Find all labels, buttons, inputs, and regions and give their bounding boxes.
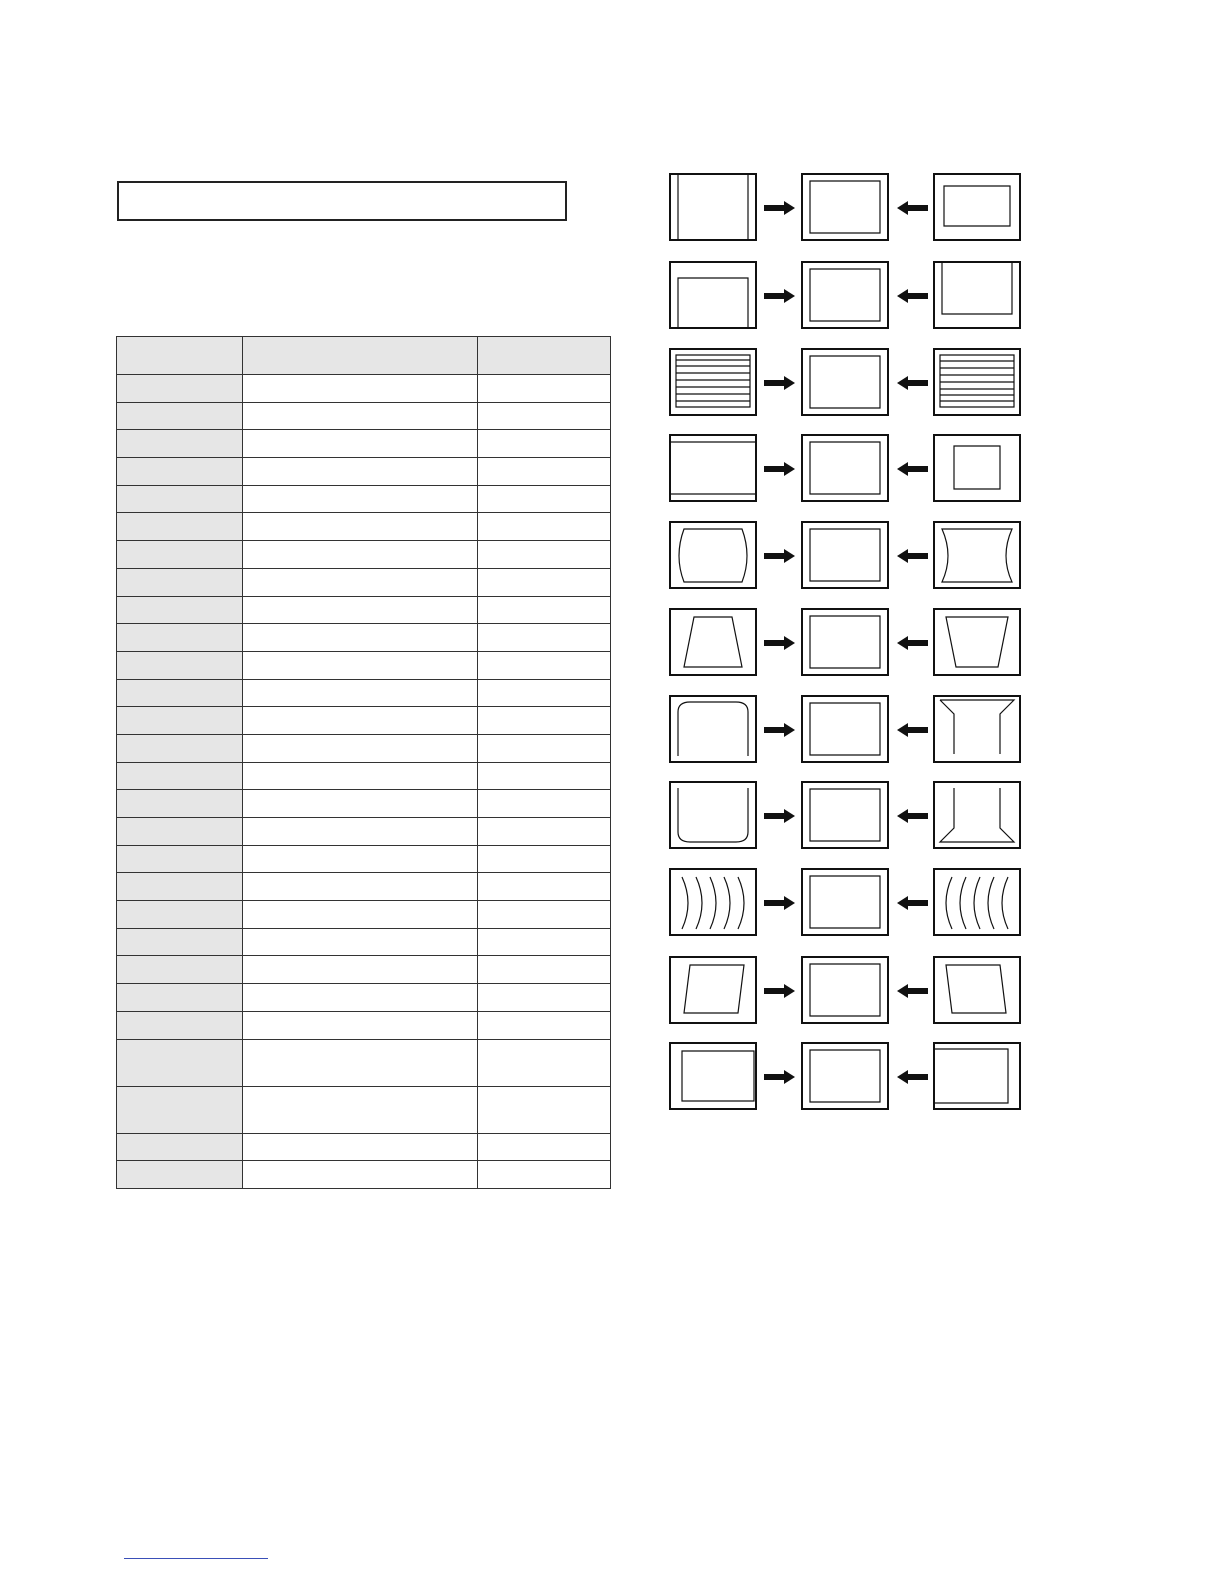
screen-before-right <box>934 349 1020 415</box>
screen-corrected <box>802 696 888 762</box>
screen-before-right <box>934 1043 1020 1109</box>
diagram-row-vertical-linearity <box>668 347 1024 417</box>
screen-before-left <box>670 957 756 1023</box>
item-cell <box>117 984 243 1012</box>
table-row <box>117 485 611 513</box>
table-row <box>117 651 611 679</box>
table-row <box>117 1011 611 1039</box>
description-cell <box>243 707 478 735</box>
table-row <box>117 818 611 846</box>
screen-corrected <box>802 609 888 675</box>
screen-before-right <box>934 957 1020 1023</box>
table-row <box>117 845 611 873</box>
description-cell <box>243 984 478 1012</box>
description-cell <box>243 624 478 652</box>
screen-frame <box>670 435 756 501</box>
screen-before-left <box>670 349 756 415</box>
arrow-left-icon <box>897 636 928 650</box>
diagram-row-bottom-corner <box>668 780 1024 850</box>
table-row <box>117 873 611 901</box>
diagram-row-horizontal-position <box>668 260 1024 330</box>
screen-frame <box>670 262 756 328</box>
screen-frame <box>670 782 756 848</box>
header-item <box>117 337 243 375</box>
screen-corrected <box>802 174 888 240</box>
value-cell <box>478 901 611 929</box>
description-cell <box>243 762 478 790</box>
description-cell <box>243 1133 478 1161</box>
arrow-right-icon <box>764 201 795 215</box>
diagram-svg <box>668 172 1024 242</box>
item-cell <box>117 541 243 569</box>
screen-before-left <box>670 696 756 762</box>
description-cell <box>243 375 478 403</box>
description-cell <box>243 734 478 762</box>
item-cell <box>117 901 243 929</box>
table-row <box>117 1086 611 1133</box>
diagram-row-line-curve <box>668 867 1024 937</box>
value-cell <box>478 1011 611 1039</box>
arrow-right-icon <box>764 462 795 476</box>
screen-before-left <box>670 522 756 588</box>
diagram-svg <box>668 433 1024 503</box>
arrow-right-icon <box>764 984 795 998</box>
diagram-svg <box>668 347 1024 417</box>
item-cell <box>117 1039 243 1086</box>
arrow-left-icon <box>897 809 928 823</box>
item-cell <box>117 1011 243 1039</box>
diagram-svg <box>668 607 1024 677</box>
screen-frame <box>934 174 1020 240</box>
value-cell <box>478 1133 611 1161</box>
screen-corrected <box>802 262 888 328</box>
arrow-right-icon <box>764 376 795 390</box>
table-row <box>117 956 611 984</box>
value-cell <box>478 1039 611 1086</box>
value-cell <box>478 568 611 596</box>
screen-frame <box>802 696 888 762</box>
value-cell <box>478 541 611 569</box>
diagram-row-vertical-size <box>668 433 1024 503</box>
table-row <box>117 734 611 762</box>
screen-frame <box>934 696 1020 762</box>
screen-before-right <box>934 609 1020 675</box>
arrow-left-icon <box>897 1070 928 1084</box>
diagram-svg <box>668 520 1024 590</box>
value-cell <box>478 624 611 652</box>
table-row <box>117 707 611 735</box>
diagram-row-vertical-position <box>668 1041 1024 1111</box>
item-cell <box>117 568 243 596</box>
screen-frame <box>934 435 1020 501</box>
description-cell <box>243 430 478 458</box>
item-cell <box>117 1086 243 1133</box>
item-cell <box>117 818 243 846</box>
value-cell <box>478 485 611 513</box>
screen-before-right <box>934 782 1020 848</box>
table-row <box>117 901 611 929</box>
screen-corrected <box>802 1043 888 1109</box>
value-cell <box>478 402 611 430</box>
arrow-left-icon <box>897 984 928 998</box>
value-cell <box>478 596 611 624</box>
item-cell <box>117 1133 243 1161</box>
screen-frame <box>802 957 888 1023</box>
description-cell <box>243 845 478 873</box>
header-value <box>478 337 611 375</box>
item-cell <box>117 762 243 790</box>
item-cell <box>117 928 243 956</box>
screen-before-left <box>670 1043 756 1109</box>
screen-before-left <box>670 262 756 328</box>
arrow-left-icon <box>897 201 928 215</box>
table-row <box>117 790 611 818</box>
description-cell <box>243 1011 478 1039</box>
item-cell <box>117 458 243 486</box>
value-cell <box>478 928 611 956</box>
description-cell <box>243 568 478 596</box>
screen-frame <box>934 1043 1020 1109</box>
section-title-box <box>117 181 567 221</box>
value-cell <box>478 845 611 873</box>
screen-before-right <box>934 435 1020 501</box>
item-cell <box>117 790 243 818</box>
screen-before-left <box>670 174 756 240</box>
value-cell <box>478 651 611 679</box>
diagram-row-pincushion <box>668 520 1024 590</box>
screen-before-left <box>670 435 756 501</box>
screen-before-right <box>934 522 1020 588</box>
diagram-row-top-corner <box>668 694 1024 764</box>
table-row <box>117 596 611 624</box>
screen-corrected <box>802 869 888 935</box>
arrow-left-icon <box>897 376 928 390</box>
value-cell <box>478 762 611 790</box>
value-cell <box>478 430 611 458</box>
arrow-right-icon <box>764 723 795 737</box>
description-cell <box>243 402 478 430</box>
description-cell <box>243 956 478 984</box>
description-cell <box>243 873 478 901</box>
item-cell <box>117 402 243 430</box>
table-row <box>117 928 611 956</box>
screen-frame <box>802 1043 888 1109</box>
table-row <box>117 513 611 541</box>
item-cell <box>117 624 243 652</box>
description-cell <box>243 458 478 486</box>
value-cell <box>478 1086 611 1133</box>
value-cell <box>478 679 611 707</box>
description-cell <box>243 679 478 707</box>
diagram-svg <box>668 780 1024 850</box>
screen-frame <box>802 174 888 240</box>
item-cell <box>117 1161 243 1189</box>
description-cell <box>243 901 478 929</box>
table-row <box>117 430 611 458</box>
screen-before-left <box>670 869 756 935</box>
value-cell <box>478 956 611 984</box>
diagram-row-parallelogram <box>668 955 1024 1025</box>
screen-frame <box>670 609 756 675</box>
diagram-row-trapezoid <box>668 607 1024 677</box>
screen-frame <box>934 522 1020 588</box>
adjustment-table <box>116 336 611 1189</box>
description-cell <box>243 596 478 624</box>
item-cell <box>117 513 243 541</box>
screen-before-right <box>934 262 1020 328</box>
value-cell <box>478 707 611 735</box>
table-row <box>117 1039 611 1086</box>
item-cell <box>117 375 243 403</box>
arrow-right-icon <box>764 549 795 563</box>
diagram-svg <box>668 260 1024 330</box>
diagram-svg <box>668 694 1024 764</box>
table-row <box>117 402 611 430</box>
screen-corrected <box>802 435 888 501</box>
screen-before-left <box>670 782 756 848</box>
item-cell <box>117 956 243 984</box>
screen-frame <box>670 696 756 762</box>
screen-corrected <box>802 782 888 848</box>
description-cell <box>243 818 478 846</box>
description-cell <box>243 651 478 679</box>
value-cell <box>478 1161 611 1189</box>
item-cell <box>117 873 243 901</box>
value-cell <box>478 458 611 486</box>
table-header-row <box>117 337 611 375</box>
arrow-right-icon <box>764 289 795 303</box>
description-cell <box>243 541 478 569</box>
description-cell <box>243 513 478 541</box>
screen-frame <box>802 869 888 935</box>
description-cell <box>243 790 478 818</box>
screen-corrected <box>802 349 888 415</box>
item-cell <box>117 734 243 762</box>
item-cell <box>117 845 243 873</box>
screen-frame <box>934 782 1020 848</box>
value-cell <box>478 734 611 762</box>
arrow-right-icon <box>764 809 795 823</box>
screen-frame <box>670 1043 756 1109</box>
header-description <box>243 337 478 375</box>
diagram-svg <box>668 955 1024 1025</box>
item-cell <box>117 430 243 458</box>
table-row <box>117 762 611 790</box>
screen-frame <box>802 609 888 675</box>
value-cell <box>478 790 611 818</box>
item-cell <box>117 707 243 735</box>
item-cell <box>117 485 243 513</box>
description-cell <box>243 1039 478 1086</box>
value-cell <box>478 818 611 846</box>
value-cell <box>478 873 611 901</box>
item-cell <box>117 651 243 679</box>
arrow-left-icon <box>897 462 928 476</box>
diagram-row-side-bars-horizontal-size <box>668 172 1024 242</box>
footer-rule <box>124 1558 268 1559</box>
table-row <box>117 458 611 486</box>
screen-frame <box>802 782 888 848</box>
table-body <box>117 375 611 1189</box>
screen-frame <box>802 262 888 328</box>
table-row <box>117 679 611 707</box>
arrow-left-icon <box>897 723 928 737</box>
value-cell <box>478 513 611 541</box>
diagram-svg <box>668 867 1024 937</box>
description-cell <box>243 485 478 513</box>
arrow-left-icon <box>897 289 928 303</box>
item-cell <box>117 679 243 707</box>
screen-frame <box>802 522 888 588</box>
description-cell <box>243 1161 478 1189</box>
table-row <box>117 1161 611 1189</box>
screen-frame <box>802 435 888 501</box>
screen-frame <box>934 262 1020 328</box>
arrow-right-icon <box>764 636 795 650</box>
screen-before-right <box>934 696 1020 762</box>
value-cell <box>478 984 611 1012</box>
table-row <box>117 541 611 569</box>
item-cell <box>117 596 243 624</box>
arrow-right-icon <box>764 1070 795 1084</box>
description-cell <box>243 928 478 956</box>
table-row <box>117 984 611 1012</box>
diagram-svg <box>668 1041 1024 1111</box>
screen-frame <box>670 349 756 415</box>
table-row <box>117 568 611 596</box>
screen-corrected <box>802 957 888 1023</box>
screen-before-left <box>670 609 756 675</box>
arrow-left-icon <box>897 549 928 563</box>
screen-before-right <box>934 869 1020 935</box>
arrow-right-icon <box>764 896 795 910</box>
table-row <box>117 375 611 403</box>
table-row <box>117 1133 611 1161</box>
description-cell <box>243 1086 478 1133</box>
screen-frame <box>670 174 756 240</box>
arrow-left-icon <box>897 896 928 910</box>
screen-before-right <box>934 174 1020 240</box>
value-cell <box>478 375 611 403</box>
screen-corrected <box>802 522 888 588</box>
screen-frame <box>802 349 888 415</box>
table-row <box>117 624 611 652</box>
